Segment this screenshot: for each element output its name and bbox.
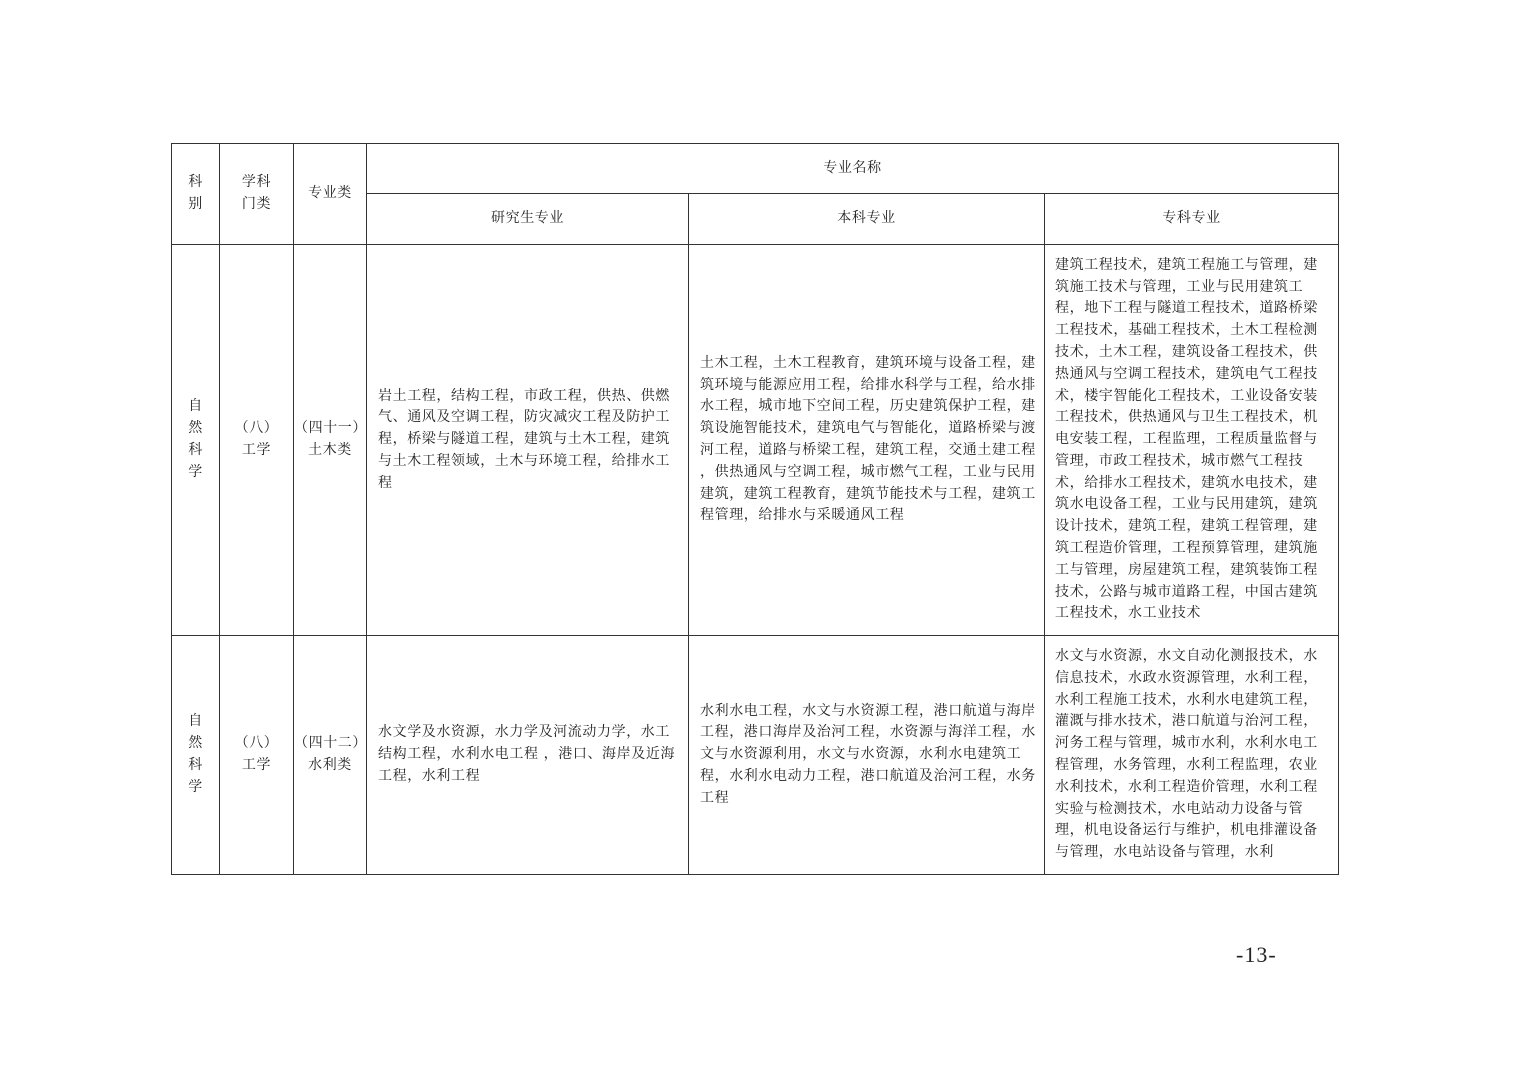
header-zhuanye-mingcheng: 专业名称 <box>367 144 1339 194</box>
header-zhuanye-lei: 专业类 <box>294 144 367 245</box>
menlei-number: （八） <box>234 735 279 752</box>
table-row <box>172 245 1339 636</box>
lei-name: 土木类 <box>308 442 352 458</box>
lei-number: （四十二） <box>294 735 367 752</box>
header-benke: 本科专业 <box>689 194 1045 245</box>
menlei-number: （八） <box>234 420 279 437</box>
header-xueke-menlei: 学科门类 <box>220 144 294 245</box>
lei-number: （四十一） <box>294 420 367 437</box>
header-yanjiusheng: 研究生专业 <box>367 194 689 245</box>
menlei-cell <box>220 636 294 875</box>
kebie-cell: 自然科学 <box>172 636 220 875</box>
yanjiusheng-cell: 水文学及水资源，水力学及河流动力学，水工结构工程，水利水电工程 ，港口、海岸及近海工程，水利工程 <box>367 636 689 875</box>
zhuanke-cell: 水文与水资源，水文自动化测报技术，水信息技术，水政水资源管理，水利工程，水利工程施工技术，水利水电建筑工程，灌溉与排水技术，港口航道与治河工程，河务工程与管理，城市水利，水利水电工程管理，水务管理，水利工程监理，农业水利技术，水利工程造价管理，水利工程实验与检测技术，水电站动力设备与管理，机电设备运行与维护，机电排灌设备与管理，水电站设备与管理，水利 <box>1045 636 1339 875</box>
major-catalog-table <box>171 143 1339 875</box>
page-number: -13- <box>1236 942 1277 967</box>
yanjiusheng-cell: 岩土工程，结构工程，市政工程，供热、供燃气、通风及空调工程，防灾减灾工程及防护工程，桥梁与隧道工程，建筑与土木工程，建筑与土木工程领域，土木与环境工程，给排水工程 <box>367 245 689 636</box>
menlei-cell <box>220 245 294 636</box>
benke-cell: 土木工程，土木工程教育，建筑环境与设备工程，建筑环境与能源应用工程，给排水科学与工程，给水排水工程，城市地下空间工程，历史建筑保护工程，建筑设施智能技术，建筑电气与智能化，道路桥梁与渡河工程，道路与桥梁工程，建筑工程，交通土建工程 ，供热通风与空调工程，城市燃气工程，工业与民用建筑，建筑工程教育，建筑节能技术与工程，建筑工程管理，给排水与采暖通风工程 <box>689 245 1045 636</box>
header-row-top <box>172 144 1339 194</box>
lei-name: 水利类 <box>308 757 352 773</box>
menlei-name: 工学 <box>241 757 272 773</box>
menlei-name: 工学 <box>241 442 272 458</box>
table-row <box>172 636 1339 875</box>
header-kebie: 科别 <box>172 144 220 245</box>
benke-cell: 水利水电工程，水文与水资源工程，港口航道与海岸工程，港口海岸及治河工程，水资源与海洋工程，水文与水资源利用，水文与水资源，水利水电建筑工程，水利水电动力工程，港口航道及治河工程，水务工程 <box>689 636 1045 875</box>
lei-cell <box>294 245 367 636</box>
lei-cell <box>294 636 367 875</box>
kebie-cell: 自然科学 <box>172 245 220 636</box>
zhuanke-cell: 建筑工程技术，建筑工程施工与管理，建筑施工技术与管理，工业与民用建筑工程，地下工程与隧道工程技术，道路桥梁工程技术，基础工程技术，土木工程检测技术，土木工程，建筑设备工程技术，供热通风与空调工程技术，建筑电气工程技术，楼宇智能化工程技术，工业设备安装工程技术，供热通风与卫生工程技术，机电安装工程，工程监理，工程质量监督与管理，市政工程技术，城市燃气工程技术，给排水工程技术，建筑水电技术，建筑水电设备工程，工业与民用建筑，建筑设计技术，建筑工程，建筑工程管理，建筑工程造价管理，工程预算管理，建筑施工与管理，房屋建筑工程，建筑装饰工程技术，公路与城市道路工程，中国古建筑工程技术，水工业技术 <box>1045 245 1339 636</box>
header-zhuanke: 专科专业 <box>1045 194 1339 245</box>
